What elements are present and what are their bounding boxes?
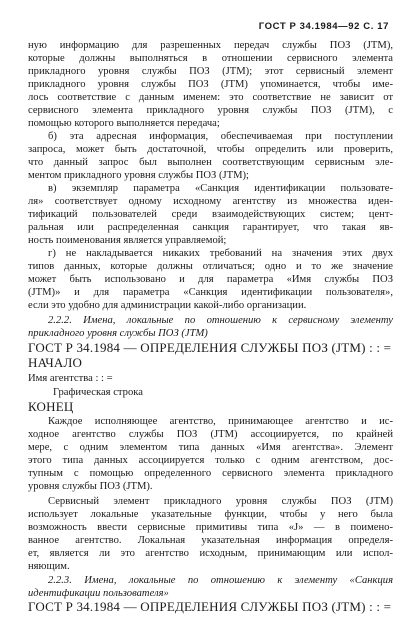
text-line: если это удобно для администрации какой-либо организации. (28, 300, 307, 311)
text-line: сервисного элемента прикладного уровня службы ПОЗ (JTM), с (28, 105, 393, 116)
text-line: б) эта адресная информация, обеспечиваемая при поступлении (48, 131, 393, 142)
text-line: няющим. (28, 561, 70, 572)
text-line: Графическая строка (53, 387, 143, 398)
text-line: прикладного уровня службы ПОЗ (JTM) упоминается, чтобы име- (28, 79, 393, 90)
text-line: Сервисный элемент прикладного уровня службы ПОЗ (JTM) (48, 496, 393, 507)
text-line: 2.2.2. Имена, локальные по отношению к сервисному элементу (48, 315, 393, 326)
text-line: запроса, может быть достаточной, чтобы определить или проверить, (28, 144, 393, 155)
text-line: лось соответствие с данным именем: это соответствие не зависит от (28, 92, 393, 103)
text-line: прикладного уровня службы ПОЗ (JTM); этот сервисный элемент (28, 66, 393, 77)
text-line: ГОСТ Р 34.1984 — ОПРЕДЕЛЕНИЯ СЛУЖБЫ ПОЗ (JTM) : : = (28, 599, 392, 614)
text-line: может быть использовано и для параметра «Имя службы ПОЗ (28, 274, 393, 285)
text-line: КОНЕЦ (28, 399, 74, 414)
text-line: в) экземпляр параметра «Санкция идентификации пользовате- (48, 183, 393, 194)
text-line: типов данных, которые должны отличаться; одно и то же значение (28, 261, 393, 272)
text-line: использует локальные указательные функции, чтобы у него была (28, 509, 393, 520)
text-line: прикладного уровня службы ПОЗ (JTM) (28, 328, 208, 339)
text-line: ментом прикладного уровня службы ПОЗ (JTM); (28, 170, 249, 181)
text-line: Каждое исполняющее агентство, принимающее агентство и ис- (48, 416, 393, 427)
text-line: ходное агентство службы ПОЗ (JTM) ассоциируется, по крайней (28, 429, 393, 440)
text-line: (JTM)» и для параметра «Санкция идентификации пользователя», (28, 287, 393, 298)
text-line: помощью которого выполняется передача; (28, 118, 220, 129)
text-line: Имя агентства : : = (28, 373, 113, 384)
text-line: г) не накладывается никаких требований на значения этих двух (48, 248, 393, 259)
text-line: 2.2.3. Имена, локальные по отношению к элементу «Санкция (48, 575, 393, 586)
text-line: тификаций пользователей среди взаимодействующих систем; цент- (28, 209, 393, 220)
text-line: возможность ввести сервисные примитивы типа «J» — в поимено- (28, 522, 393, 533)
text-line: мере, с одним элементом типа данных «Имя агентства». Элемент (28, 442, 393, 453)
text-line: ля» соответствует одному исходному агентству из множества иден- (28, 196, 393, 207)
text-line: ет, является ли это агентство исходным, принимающим или испол- (28, 548, 393, 559)
text-line: тупным с помощью определенного сервисного элемента прикладного (28, 468, 393, 479)
text-line: ную информацию для разрешенных передач службы ПОЗ (JTM), (28, 40, 393, 51)
text-line: НАЧАЛО (28, 355, 83, 370)
text-line: ность поименования является управляемой; (28, 235, 227, 246)
text-line: уровня службы ПОЗ (JTM). (28, 481, 153, 492)
text-line: идентификации пользователя» (28, 588, 169, 599)
text-line: ральная или распределенная санкция гарантирует, что такая яв- (28, 222, 393, 233)
text-line: которые должны выполняться в отношении сервисного элемента (28, 53, 393, 64)
text-line: что данный запрос был выполнен соответствующим сервисным эле- (28, 157, 393, 168)
text-line: этого типа данных ассоциируется только с одним агентством, дос- (28, 455, 393, 466)
page-header: ГОСТ Р 34.1984—92 С. 17 (258, 21, 389, 32)
text-line: ванное агентство. Локальная указательная информация определя- (28, 535, 393, 546)
text-line: ГОСТ Р 34.1984 — ОПРЕДЕЛЕНИЯ СЛУЖБЫ ПОЗ (JTM) : : = (28, 340, 392, 355)
